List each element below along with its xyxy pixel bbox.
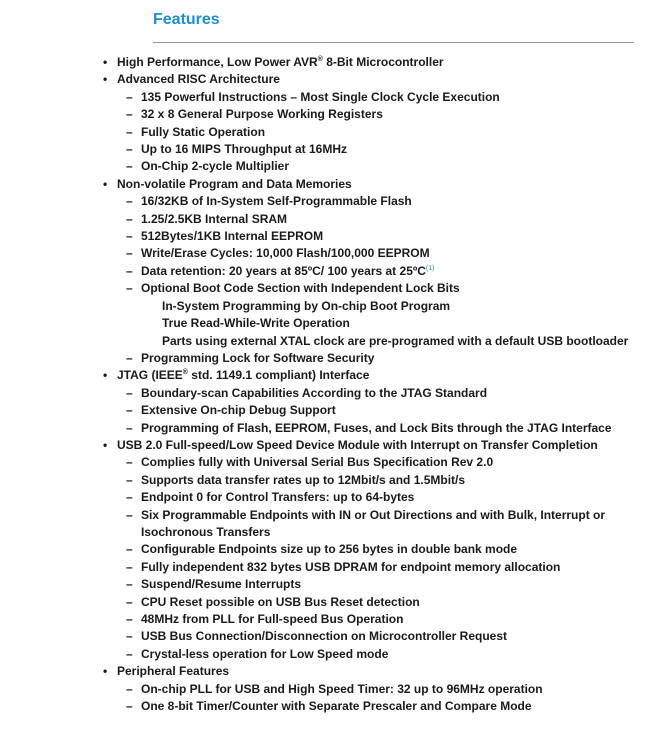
feature-text: Endpoint 0 for Control Transfers: up to 64-bytes — [141, 490, 415, 505]
feature-text: 512Bytes/1KB Internal EEPROM — [141, 229, 324, 244]
dash-marker: – — [126, 281, 133, 296]
dash-marker: – — [126, 629, 133, 644]
feature-text: On-chip PLL for USB and High Speed Timer: 32 up to 96MHz operation — [141, 681, 543, 696]
dash-marker: – — [126, 542, 133, 557]
feature-text: 1.25/2.5KB Internal SRAM — [141, 211, 288, 226]
feature-subitem — [0, 280, 664, 297]
feature-text-continued: std. 1149.1 compliant) Interface — [187, 368, 370, 383]
feature-subitem — [0, 420, 664, 437]
feature-subitem — [0, 472, 664, 489]
feature-subitem — [0, 541, 664, 558]
dash-marker: – — [126, 699, 133, 714]
feature-text: Up to 16 MIPS Throughput at 16MHz — [141, 142, 347, 157]
dash-marker: – — [126, 350, 133, 365]
feature-text: Extensive On-chip Debug Support — [141, 403, 336, 418]
dash-marker: – — [126, 107, 133, 122]
feature-text: Suspend/Resume Interrupts — [141, 577, 302, 592]
feature-subitem — [0, 611, 664, 628]
feature-item — [0, 176, 664, 193]
feature-text: Isochronous Transfers — [141, 524, 271, 539]
feature-text: Crystal-less operation for Low Speed mode — [141, 646, 389, 661]
feature-subitem — [0, 594, 664, 611]
feature-text: Write/Erase Cycles: 10,000 Flash/100,000 EEPROM — [141, 246, 430, 261]
feature-text: CPU Reset possible on USB Bus Reset detection — [141, 594, 420, 609]
feature-subitem — [0, 350, 664, 367]
feature-text: Boundary-scan Capabilities According to the JTAG Standard — [141, 385, 488, 400]
feature-text: On-Chip 2-cycle Multiplier — [141, 159, 290, 174]
feature-text: 48MHz from PLL for Full-speed Bus Operation — [141, 612, 404, 626]
dash-marker: – — [126, 490, 133, 505]
feature-text: Fully independent 832 bytes USB DPRAM for endpoint memory allocation — [141, 559, 561, 574]
bullet-marker: • — [103, 437, 108, 452]
feature-subitem — [0, 315, 664, 332]
feature-subitem — [0, 576, 664, 593]
feature-subitem — [0, 89, 664, 106]
feature-subitem — [0, 698, 664, 715]
dash-marker: – — [126, 89, 133, 104]
feature-text: Six Programmable Endpoints with IN or Out Directions and with Bulk, Interrupt or — [141, 507, 606, 522]
feature-text: JTAG (IEEE — [117, 368, 183, 383]
feature-text: Optional Boot Code Section with Independent Lock Bits — [141, 281, 460, 296]
feature-subitem — [0, 628, 664, 645]
feature-subitem — [0, 489, 664, 506]
dash-marker: – — [126, 559, 133, 574]
feature-subitem — [0, 454, 664, 471]
feature-text: Complies fully with Universal Serial Bus Specification Rev 2.0 — [141, 455, 494, 470]
feature-subitem — [0, 124, 664, 141]
dash-marker: – — [126, 612, 133, 626]
feature-subitem — [0, 106, 664, 123]
feature-text: Data retention: 20 years at 85ºC/ 100 years at 25ºC — [141, 263, 426, 278]
feature-item — [0, 437, 664, 454]
feature-text: Fully Static Operation — [141, 124, 266, 139]
feature-subitem — [0, 263, 664, 280]
section-heading: Features — [153, 11, 220, 28]
feature-text: High Performance, Low Power AVR — [117, 55, 318, 69]
feature-subitem — [0, 646, 664, 663]
dash-marker: – — [126, 472, 133, 487]
dash-marker: – — [126, 211, 133, 226]
feature-text: Configurable Endpoints size up to 256 bytes in double bank mode — [141, 542, 518, 557]
feature-text: Programming Lock for Software Security — [141, 350, 375, 365]
feature-subitem — [0, 681, 664, 698]
dash-marker: – — [126, 681, 133, 696]
feature-item — [0, 663, 664, 680]
bullet-marker: • — [103, 368, 108, 383]
dash-marker: – — [126, 403, 133, 418]
dash-marker: – — [126, 577, 133, 592]
feature-subitem — [0, 524, 664, 541]
feature-item — [0, 367, 664, 384]
feature-subitem — [0, 333, 664, 350]
feature-text: Supports data transfer rates up to 12Mbit/s and 1.5Mbit/s — [141, 472, 466, 487]
feature-subitem — [0, 211, 664, 228]
dash-marker: – — [126, 385, 133, 400]
feature-text: One 8-bit Timer/Counter with Separate Prescaler and Compare Mode — [141, 699, 532, 714]
feature-text: Non-volatile Program and Data Memories — [117, 176, 352, 191]
heading-rule — [153, 42, 634, 43]
dash-marker: – — [126, 142, 133, 157]
feature-text-continued: 8-Bit Microcontroller — [322, 55, 444, 69]
dash-marker: – — [126, 263, 133, 278]
feature-subitem — [0, 141, 664, 158]
dash-marker: – — [126, 646, 133, 661]
dash-marker: – — [126, 194, 133, 209]
dash-marker: – — [126, 229, 133, 244]
feature-subitem — [0, 385, 664, 402]
bullet-marker: • — [103, 55, 108, 69]
feature-item — [0, 54, 664, 71]
dash-marker: – — [126, 124, 133, 139]
registered-mark: ® — [182, 369, 188, 377]
feature-text: Advanced RISC Architecture — [117, 72, 280, 87]
feature-text: True Read-While-Write Operation — [162, 316, 350, 331]
registered-mark: ® — [317, 56, 323, 63]
footnote-reference[interactable]: (1) — [425, 264, 435, 272]
feature-text: 32 x 8 General Purpose Working Registers — [141, 107, 383, 122]
feature-text: 16/32KB of In-System Self-Programmable Flash — [141, 194, 412, 209]
bullet-marker: • — [103, 176, 108, 191]
feature-item — [0, 71, 664, 88]
feature-text: Programming of Flash, EEPROM, Fuses, and Lock Bits through the JTAG Interface — [141, 420, 612, 435]
feature-text: USB Bus Connection/Disconnection on Microcontroller Request — [141, 629, 508, 644]
dash-marker: – — [126, 420, 133, 435]
feature-text: USB 2.0 Full-speed/Low Speed Device Module with Interrupt on Transfer Completion — [117, 437, 598, 452]
feature-subitem — [0, 158, 664, 175]
dash-marker: – — [126, 455, 133, 470]
dash-marker: – — [126, 246, 133, 261]
dash-marker: – — [126, 159, 133, 174]
feature-subitem — [0, 507, 664, 524]
feature-text: 135 Powerful Instructions – Most Single Clock Cycle Execution — [141, 89, 500, 104]
feature-subitem — [0, 245, 664, 262]
feature-subitem — [0, 193, 664, 210]
dash-marker: – — [126, 507, 133, 522]
feature-subitem — [0, 298, 664, 315]
bullet-marker: • — [103, 664, 108, 679]
feature-list — [0, 54, 664, 715]
feature-text: In-System Programming by On-chip Boot Program — [162, 298, 451, 313]
feature-text: Peripheral Features — [117, 664, 230, 679]
feature-text: Parts using external XTAL clock are pre-programed with a default USB bootloader — [162, 333, 629, 348]
bullet-marker: • — [103, 72, 108, 87]
feature-subitem — [0, 402, 664, 419]
feature-subitem — [0, 559, 664, 576]
dash-marker: – — [126, 594, 133, 609]
feature-subitem — [0, 228, 664, 245]
